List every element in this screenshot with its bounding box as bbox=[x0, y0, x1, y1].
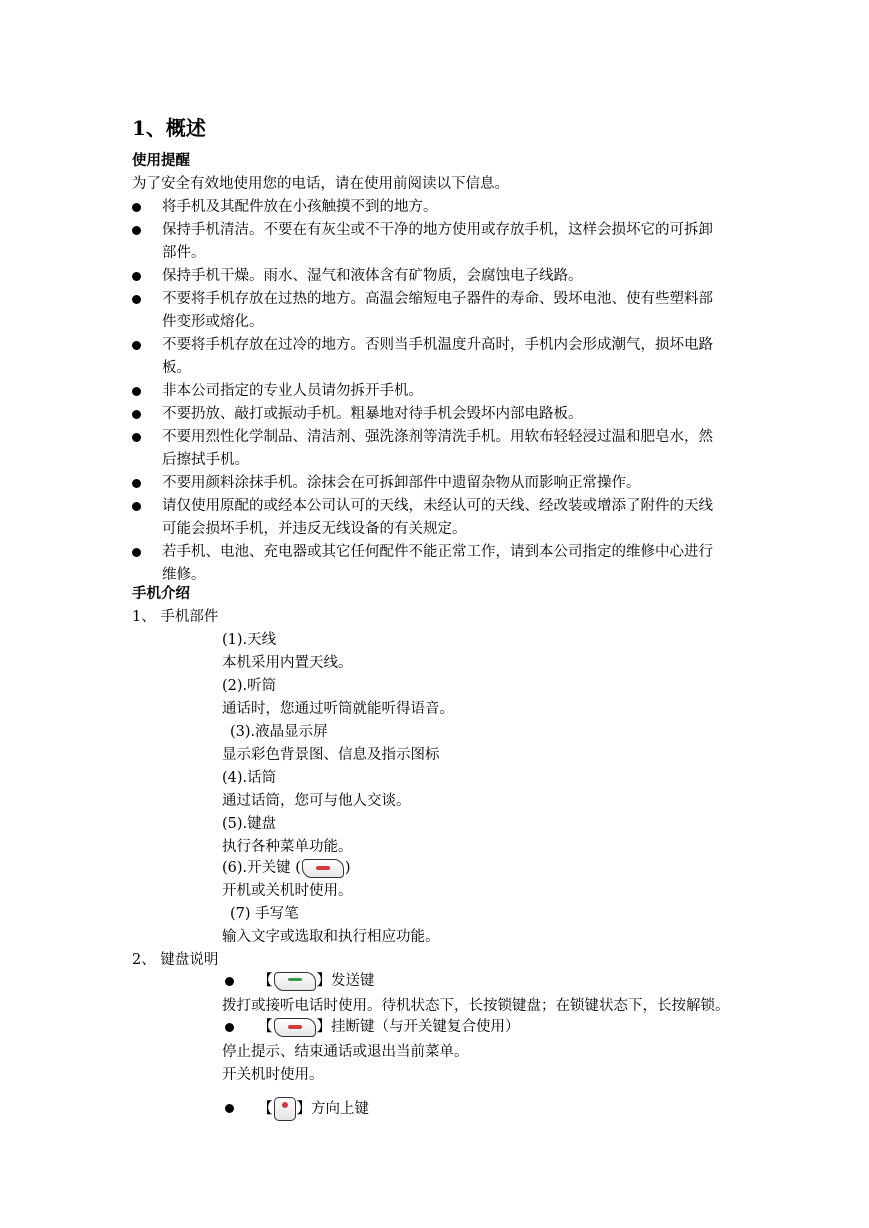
list-item: 不要将手机存放在过冷的地方。否则当手机温度升高时，手机内会形成潮气，损坏电路 板。 bbox=[132, 334, 742, 380]
list-item: 不要用颜料涂抹手机。涂抹会在可拆卸部件中遗留杂物从而影响正常操作。 bbox=[132, 472, 742, 495]
end-call-key-icon bbox=[302, 859, 344, 878]
bullet-icon bbox=[132, 410, 141, 419]
part-stylus-title: (7) 手写笔 bbox=[230, 906, 299, 922]
send-key-icon bbox=[274, 972, 316, 991]
list-item: 不要用烈性化学制品、清洁剂、强洗涤剂等清洗手机。用软布轻轻浸过温和肥皂水，然 后擦拭手机。 bbox=[132, 426, 742, 472]
list-item: 保持手机干燥。雨水、湿气和液体含有矿物质，会腐蚀电子线路。 bbox=[132, 265, 742, 288]
bullet-icon bbox=[132, 502, 141, 511]
bullet-icon bbox=[132, 479, 141, 488]
send-key-title: 【 】发送键 bbox=[258, 973, 375, 989]
section-title-phone-intro: 手机介绍 bbox=[132, 585, 190, 602]
page-title: 1、概述 bbox=[132, 116, 206, 140]
end-key-desc-2: 开关机时使用。 bbox=[222, 1067, 324, 1083]
list-item: 若手机、电池、充电器或其它任何配件不能正常工作，请到本公司指定的维修中心进行 维修。 bbox=[132, 541, 742, 587]
part-earpiece-desc: 通话时，您通过听筒就能听得语音。 bbox=[222, 701, 454, 717]
part-power-key-title: (6).开关键 ( ) bbox=[222, 860, 351, 876]
bullet-icon bbox=[132, 226, 141, 235]
intro-text: 为了安全有效地使用您的电话，请在使用前阅读以下信息。 bbox=[132, 176, 509, 192]
part-earpiece-title: (2).听筒 bbox=[222, 678, 277, 694]
section-title-usage-tips: 使用提醒 bbox=[132, 152, 190, 169]
list-item: 不要将手机存放在过热的地方。高温会缩短电子器件的寿命、毁坏电池、使有些塑料部 件变形或熔化。 bbox=[132, 288, 742, 334]
bullet-icon bbox=[132, 272, 141, 281]
bullet-icon bbox=[132, 548, 141, 557]
list-item: 非本公司指定的专业人员请勿拆开手机。 bbox=[132, 380, 742, 403]
bullet-icon bbox=[225, 1104, 234, 1113]
warning-list bbox=[132, 196, 742, 587]
bullet-icon bbox=[132, 387, 141, 396]
end-call-key-icon bbox=[274, 1018, 316, 1037]
part-microphone-title: (4).话筒 bbox=[222, 770, 277, 786]
list-item: 将手机及其配件放在小孩触摸不到的地方。 bbox=[132, 196, 742, 219]
list-item: 不要扔放、敲打或振动手机。粗暴地对待手机会毁坏内部电路板。 bbox=[132, 403, 742, 426]
keys-heading: 2、 键盘说明 bbox=[132, 952, 219, 968]
bullet-icon bbox=[132, 341, 141, 350]
up-direction-key-icon bbox=[274, 1097, 296, 1121]
part-lcd-desc: 显示彩色背景图、信息及指示图标 bbox=[222, 747, 440, 763]
bullet-icon bbox=[225, 1023, 234, 1032]
end-key-title: 【 】挂断键（与开关键复合使用） bbox=[258, 1019, 520, 1035]
bullet-icon bbox=[132, 203, 141, 212]
part-microphone-desc: 通过话筒，您可与他人交谈。 bbox=[222, 793, 411, 809]
part-keypad-desc: 执行各种菜单功能。 bbox=[222, 839, 353, 855]
bullet-icon bbox=[132, 433, 141, 442]
parts-heading: 1、 手机部件 bbox=[132, 609, 219, 625]
bullet-icon bbox=[225, 977, 234, 986]
part-power-key-desc: 开机或关机时使用。 bbox=[222, 883, 353, 899]
up-key-title: 【 】方向上键 bbox=[258, 1097, 369, 1121]
part-keypad-title: (5).键盘 bbox=[222, 816, 277, 832]
part-lcd-title: (3).液晶显示屏 bbox=[230, 724, 328, 740]
bullet-icon bbox=[132, 295, 141, 304]
end-key-desc-1: 停止提示、结束通话或退出当前菜单。 bbox=[222, 1044, 469, 1060]
part-stylus-desc: 输入文字或选取和执行相应功能。 bbox=[222, 929, 440, 945]
part-antenna-desc: 本机采用内置天线。 bbox=[222, 655, 353, 671]
list-item: 请仅使用原配的或经本公司认可的天线，未经认可的天线、经改装或增添了附件的天线 可能会损坏手机，并违反无线设备的有关规定。 bbox=[132, 495, 742, 541]
send-key-desc: 拨打或接听电话时使用。待机状态下，长按锁键盘；在锁键状态下，长按解锁。 bbox=[222, 998, 730, 1014]
list-item: 保持手机清洁。不要在有灰尘或不干净的地方使用或存放手机，这样会损坏它的可拆卸 部件。 bbox=[132, 219, 742, 265]
part-antenna-title: (1).天线 bbox=[222, 632, 277, 648]
